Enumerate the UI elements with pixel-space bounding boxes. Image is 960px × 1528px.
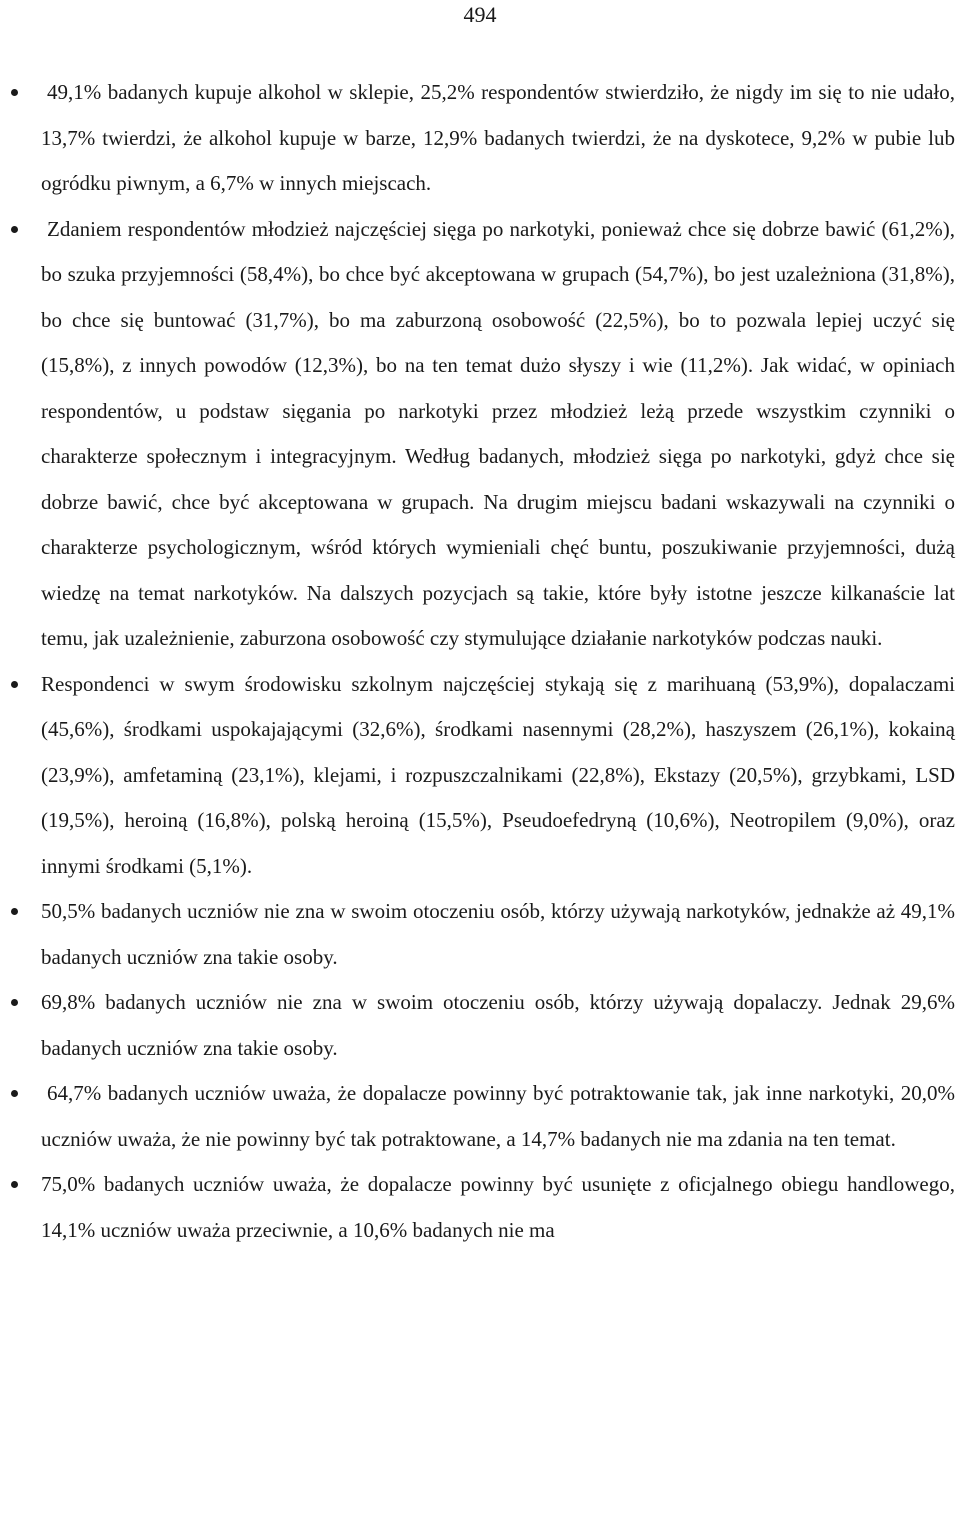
list-item <box>0 1071 960 1162</box>
bullet-icon <box>11 226 18 233</box>
list-item <box>0 207 960 662</box>
list-item <box>0 1162 960 1253</box>
bullet-icon <box>11 1090 18 1097</box>
list-item-text: Respondenci w swym środowisku szkolnym najczęściej stykają się z marihuaną (53,9%), dopalaczami (45,6%), środkami uspokajającymi (32,6%), środkami nasennymi (28,2%), haszyszem (26,1%), kokainą (23,9%), amfetaminą (23,1%), klejami, i rozpuszczalnikami (22,8%), Ekstazy (20,5%), grzybkami, LSD (19,5%), heroiną (16,8%), polską heroiną (15,5%), Pseudoefedryną (10,6%), Neotropilem (9,0%), oraz innymi środkami (5,1%). <box>41 671 955 878</box>
bullet-icon <box>11 1181 18 1188</box>
bullet-icon <box>11 999 18 1006</box>
list-item-text: 69,8% badanych uczniów nie zna w swoim otoczeniu osób, którzy używają dopalaczy. Jednak 29,6% badanych uczniów zna takie osoby. <box>41 990 955 1060</box>
list-item-text: 75,0% badanych uczniów uważa, że dopalacze powinny być usunięte z oficjalnego obiegu handlowego, 14,1% uczniów uważa przeciwnie, a 10,6% badanych nie ma <box>41 1172 955 1242</box>
list-item <box>0 980 960 1071</box>
list-item <box>0 889 960 980</box>
list-item <box>0 662 960 890</box>
bullet-icon <box>11 681 18 688</box>
list-item-text: 64,7% badanych uczniów uważa, że dopalacze powinny być potraktowanie tak, jak inne narkotyki, 20,0% uczniów uważa, że nie powinny być tak potraktowane, a 14,7% badanych nie ma zdania na ten temat. <box>41 1081 955 1151</box>
page-number: 494 <box>463 2 497 27</box>
list-item-text: 49,1% badanych kupuje alkohol w sklepie, 25,2% respondentów stwierdziło, że nigdy im się to nie udało, 13,7% twierdzi, że alkohol kupuje w barze, 12,9% badanych twierdzi, że na dyskotece, 9,2% w pubie lub ogródku piwnym, a 6,7% w innych miejscach. <box>41 80 955 195</box>
bullet-list <box>0 70 960 1253</box>
bullet-icon <box>11 89 18 96</box>
bullet-icon <box>11 908 18 915</box>
list-item-text: Zdaniem respondentów młodzież najczęściej sięga po narkotyki, ponieważ chce się dobrze bawić (61,2%), bo szuka przyjemności (58,4%), bo chce być akceptowana w grupach (54,7%), bo jest uzależniona (31,8%), bo chce się buntować (31,7%), bo ma zaburzoną osobowość (22,5%), bo to pozwala lepiej uczyć się (15,8%), z innych powodów (12,3%), bo na ten temat dużo słyszy i wie (11,2%). Jak widać, w opiniach respondentów, u podstaw sięgania po narkotyki przez młodzież leżą przede wszystkim czynniki o charakterze społecznym i integracyjnym. Według badanych, młodzież sięga po narkotyki, gdyż chce się dobrze bawić, chce być akceptowana w grupach. Na drugim miejscu badani wskazywali na czynniki o charakterze psychologicznym, wśród których wymieniali chęć buntu, poszukiwanie przyjemności, dużą wiedzę na temat narkotyków. Na dalszych pozycjach są takie, które były istotne jeszcze kilkanaście lat temu, jak uzależnienie, zaburzona osobowość czy stymulujące działanie narkotyków podczas nauki. <box>41 216 955 650</box>
list-item-text: 50,5% badanych uczniów nie zna w swoim otoczeniu osób, którzy używają narkotyków, jednakże aż 49,1% badanych uczniów zna takie osoby. <box>41 899 955 969</box>
list-item <box>0 70 960 207</box>
